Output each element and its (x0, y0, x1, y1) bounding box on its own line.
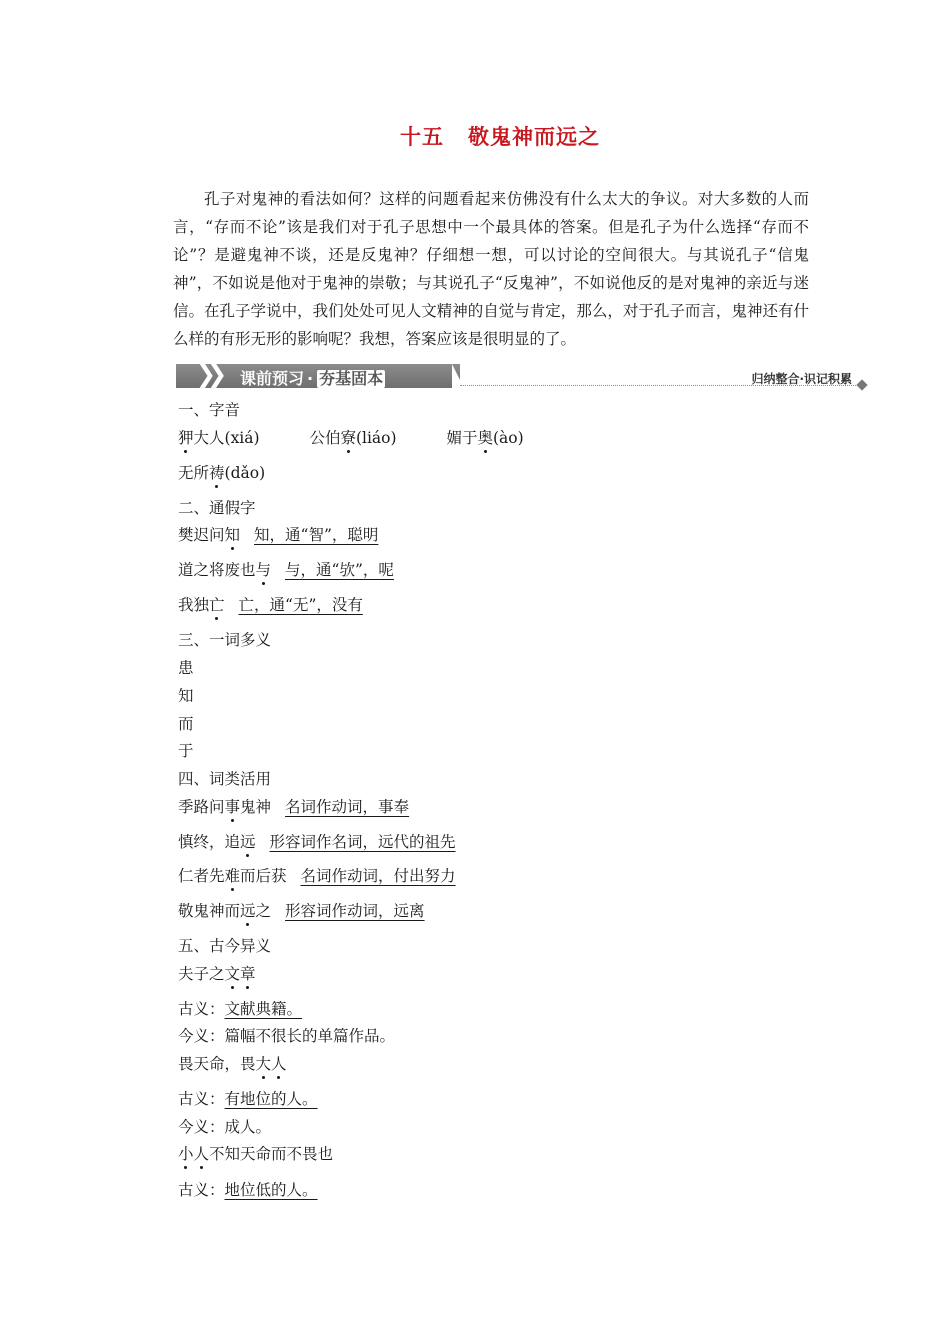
pronunciation-item: 公伯寮(liáo) (309, 429, 397, 447)
word-usage-row: 季路问事鬼神 名词作动词，事奉 (178, 798, 410, 816)
double-chevron-icon: ❯❯ (196, 360, 219, 388)
banner-title: 课前预习 · 夯基固本 (240, 369, 384, 388)
pronunciation-item: 无所祷(dǎo) (178, 464, 266, 482)
polysemy-word: 而 (178, 715, 194, 733)
ancient-meaning: 古义：文献典籍。 (178, 1000, 303, 1018)
section-heading: 一、字音 (178, 401, 241, 419)
word-usage-row: 仁者先难而后获 名词作动词，付出努力 (178, 867, 456, 885)
answer-text: 有地位的人。 (224, 1090, 318, 1108)
diamond-icon (856, 379, 867, 390)
banner-subtitle: 归纳整合·识记积累 (751, 372, 852, 386)
polysemy-word: 知 (178, 687, 194, 705)
polysemy-word: 于 (178, 742, 194, 760)
modern-meaning: 今义：成人。 (178, 1118, 272, 1136)
example-sentence: 夫子之文章 (178, 965, 256, 983)
pronunciation-item: 狎大人(xiá) (178, 429, 260, 447)
answer-text: 亡，通“无”，没有 (238, 596, 363, 614)
interchange-row: 我独亡 亡，通“无”，没有 (178, 596, 363, 614)
lesson-title (0, 121, 950, 151)
pronunciation-item: 媚于奥(ào) (446, 429, 524, 447)
answer-text: 与，通“欤”，呢 (285, 561, 394, 579)
example-sentence: 小人不知天命而不畏也 (178, 1145, 334, 1163)
example-sentence: 畏天命，畏大人 (178, 1055, 287, 1073)
answer-text: 地位低的人。 (224, 1181, 318, 1199)
section-heading: 二、通假字 (178, 499, 256, 517)
lesson-number: 十五 (400, 125, 444, 149)
ancient-meaning: 古义：地位低的人。 (178, 1181, 318, 1199)
answer-text: 形容词作动词，远离 (285, 902, 425, 920)
polysemy-word: 患 (178, 659, 194, 677)
section-heading: 五、古今异义 (178, 937, 272, 955)
intro-paragraph: 孔子对鬼神的看法如何？这样的问题看起来仿佛没有什么太大的争议。对大多数的人而言，“存而不论”该是我们对于孔子思想中一个最具体的答案。但是孔子为什么选择“存而不论”？是避鬼神不谈，还是反鬼神？仔细想一想，可以讨论的空间很大。与其说孔子“信鬼神”，不如说是他对于鬼神的崇敬；与其说孔子“反鬼神”，不如说他反的是对鬼神的亲近与迷信。在孔子学说中，我们处处可见人文精神的自觉与肯定，那么，对于孔子而言，鬼神还有什么样的有形无形的影响呢？我想，答案应该是很明显的了。 (173, 190, 809, 348)
section-heading: 四、词类活用 (178, 770, 272, 788)
interchange-row: 樊迟问知 知，通“智”，聪明 (178, 526, 379, 544)
section-banner (176, 360, 870, 392)
answer-text: 形容词作名词，远代的祖先 (269, 833, 456, 851)
answer-text: 名词作动词，事奉 (285, 798, 410, 816)
answer-text: 知，通“智”，聪明 (254, 526, 379, 544)
answer-text: 文献典籍。 (224, 1000, 303, 1018)
word-usage-row: 慎终，追远 形容词作名词，远代的祖先 (178, 833, 456, 851)
word-usage-row: 敬鬼神而远之 形容词作动词，远离 (178, 902, 425, 920)
interchange-row: 道之将废也与 与，通“欤”，呢 (178, 561, 394, 579)
pronunciation-row (178, 427, 524, 449)
answer-text: 名词作动词，付出努力 (300, 867, 456, 885)
ancient-meaning: 古义：有地位的人。 (178, 1090, 318, 1108)
section-heading: 三、一词多义 (178, 631, 272, 649)
lesson-name: 敬鬼神而远之 (468, 125, 600, 149)
modern-meaning: 今义：篇幅不很长的单篇作品。 (178, 1027, 396, 1045)
